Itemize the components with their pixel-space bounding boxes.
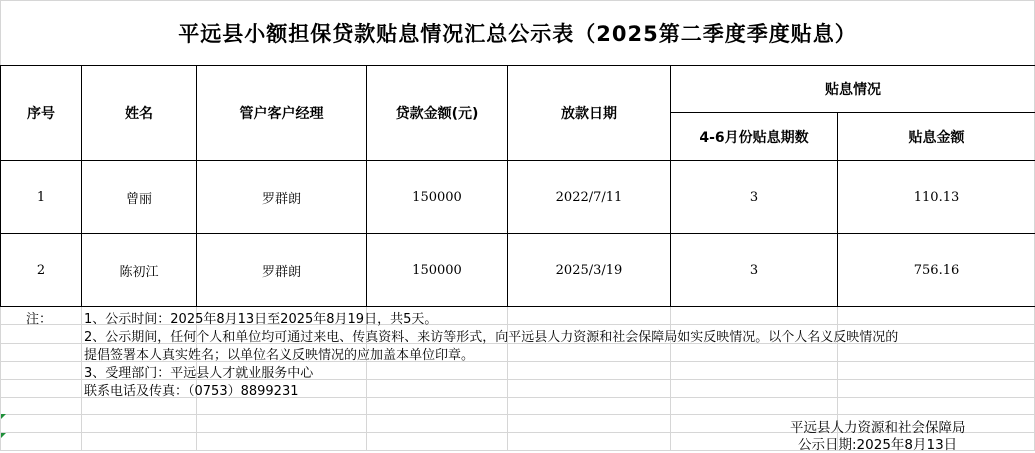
header-name: 姓名 (82, 66, 197, 161)
footer-date: 公示日期:2025年8月13日 (798, 433, 957, 453)
cell-manager: 罗群朗 (197, 234, 367, 307)
header-loan-amount: 贷款金额(元) (367, 66, 508, 161)
header-loan-date: 放款日期 (508, 66, 671, 161)
notes-label: 注： (26, 308, 52, 327)
cell-date: 2022/7/11 (508, 161, 671, 234)
header-subsidy-amount: 贴息金额 (838, 113, 1035, 161)
note-contact: 联系电话及传真：（0753）8899231 (84, 380, 298, 399)
table-row (1, 161, 1035, 234)
cell-name: 陈初江 (82, 234, 197, 307)
note-publicity-period: 1、公示时间：2025年8月13日至2025年8月19日，共5天。 (84, 308, 437, 327)
cell-subsidy: 756.16 (838, 234, 1035, 307)
cell-subsidy: 110.13 (838, 161, 1035, 234)
cell-periods: 3 (671, 161, 838, 234)
footer-org: 平远县人力资源和社会保障局 (790, 416, 966, 436)
cell-date: 2025/3/19 (508, 234, 671, 307)
header-seq: 序号 (1, 66, 82, 161)
cell-error-marker (1, 414, 6, 419)
header-periods: 4-6月份贴息期数 (671, 113, 838, 161)
cell-amount: 150000 (367, 234, 508, 307)
page-title: 平远县小额担保贷款贴息情况汇总公示表（2025第二季度季度贴息） (0, 0, 1035, 66)
table-row (1, 234, 1035, 307)
cell-amount: 150000 (367, 161, 508, 234)
header-subsidy-group: 贴息情况 (671, 66, 1035, 113)
cell-name: 曾丽 (82, 161, 197, 234)
note-department: 3、受理部门：平远县人才就业服务中心 (84, 362, 313, 381)
cell-seq: 2 (1, 234, 82, 307)
note-signature-requirement: 提倡签署本人真实姓名；以单位名义反映情况的应加盖本单位印章。 (84, 344, 474, 363)
cell-error-marker (1, 433, 6, 438)
cell-seq: 1 (1, 161, 82, 234)
header-manager: 管户客户经理 (197, 66, 367, 161)
subsidy-table (0, 65, 1035, 307)
cell-manager: 罗群朗 (197, 161, 367, 234)
note-feedback-channels: 2、公示期间，任何个人和单位均可通过来电、传真资料、来访等形式，向平远县人力资源和社会保障局如实反映情况。以个人名义反映情况的 (84, 326, 898, 345)
cell-periods: 3 (671, 234, 838, 307)
